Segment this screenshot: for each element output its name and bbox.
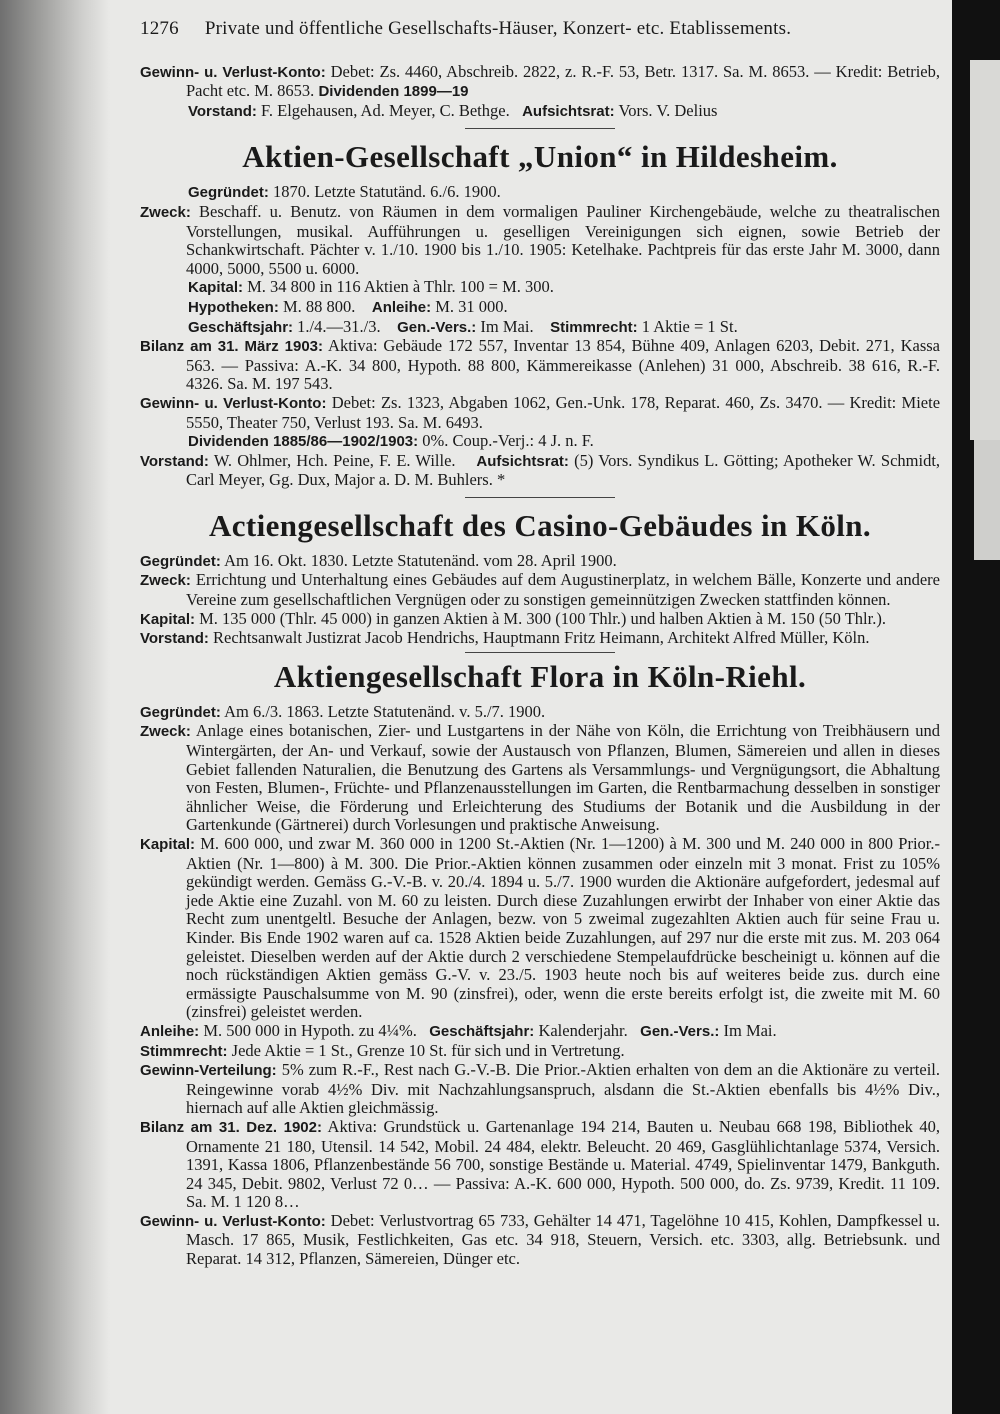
entry-geschaeftsjahr bbox=[140, 318, 940, 338]
entry-hypotheken bbox=[140, 298, 940, 318]
entry-text: Errichtung und Unterhaltung eines Gebäudes auf dem Augustinerplatz, in welchem Bälle, Konzerte und andere Vereine zum gesellschaftlichen Vergnügen oder zu sonstigen gemeinnützigen Zwecken stattfinden können. bbox=[186, 570, 940, 610]
entry-text: Im Mai. bbox=[723, 1020, 777, 1040]
entry-text: 5% zum R.-F., Rest nach G.-V.-B. Die Prior.-Aktien erhalten von dem an die Aktionäre zu verteil. Reingewinne vorab 4½% Div. mit Nachzahlungsanspruch, alsdann die St.-Aktien ebenfalls bis 4½% Div., hiernach auf alle Aktien gleichmässig. bbox=[186, 1060, 940, 1118]
entry-vorstand bbox=[140, 629, 940, 649]
entry-label: Gewinn- u. Verlust-Konto: bbox=[140, 63, 326, 81]
entry-kapital bbox=[140, 835, 940, 1022]
running-head bbox=[140, 20, 940, 39]
entry-text: Am 16. Okt. 1830. Letzte Statutenänd. vom 28. April 1900. bbox=[224, 550, 617, 570]
entry-label: Kapital: bbox=[188, 279, 244, 297]
entry-label: Vorstand: bbox=[140, 630, 209, 648]
page-content bbox=[140, 20, 940, 1269]
entry-zweck bbox=[140, 203, 940, 278]
entry-label: Hypotheken: bbox=[188, 298, 279, 316]
continued-gewinn-entry bbox=[140, 63, 940, 102]
entry-gegruendet bbox=[140, 552, 940, 572]
entry-text: W. Ohlmer, Hch. Peine, F. E. Wille. bbox=[213, 450, 456, 470]
entry-text: M. 600 000, und zwar M. 360 000 in 1200 St.-Aktien (Nr. 1—1200) à M. 300 und M. 240 000 in 800 Prior.-Aktien (Nr. 1—800) à M. 300. Die Prior.-Aktien können zusammen oder einzeln mit 3 monat. Frist zu 105% gekündigt werden. Gemäss G.-V.-B. v. 20./4. 1894 u. 5./7. 1900 wurden die Aktionäre aufgefordert, jedesmal auf jede Aktie eine Zuzahl. von M. 60 zu leisten. Durch diese Zuzahlungen erwirbt der Inhaber von einer Aktie das Recht zum unentgeltl. Besuche der Anlagen, bezw. von 5 zweimal zugezahlten Aktien auch für seine Frau u. Kinder. Bis Ende 1902 waren auf ca. 1528 Aktien beide Zuzahlungen, auf 297 nur die erste mit zus. M. 203 064 geleistet. Dieselben werden auf der Aktie durch 2 verschiedene Stempelaufdrücke bescheinigt u. können auf die noch rückständigen Aktien gemäss G.-V. v. 23./5. 1903 heute noch bis auf weiteres beide zus. durch eine ermässigte Pauschalsumme von M. 90 (zinsfrei), oder, wenn die erste bereits erfolgt ist, die zweite mit M. 60 (zinsfrei) geleistet werden. bbox=[186, 834, 940, 1022]
entry-text: 1 Aktie = 1 St. bbox=[641, 316, 738, 336]
entry-kapital bbox=[140, 278, 940, 298]
entry-text: Vors. V. Delius bbox=[618, 100, 718, 120]
section-divider bbox=[465, 128, 615, 129]
entry-text: Debet: Zs. 1323, Abgaben 1062, Gen.-Unk. 178, Reparat. 460, Zs. 3470. — Kredit: Miete 5550, Theater 750, Verlust 193. Sa. M. 6493. bbox=[186, 392, 941, 432]
entry-label: Stimmrecht: bbox=[550, 318, 638, 336]
entry-text: Am 6./3. 1863. Letzte Statutenänd. v. 5./7. 1900. bbox=[224, 701, 546, 721]
entry-label: Zweck: bbox=[140, 723, 191, 741]
entry-label: Anleihe: bbox=[371, 298, 432, 316]
entry-text: 1870. Letzte Statutänd. 6./6. 1900. bbox=[272, 182, 501, 202]
entry-text: 0%. Coup.-Verj.: 4 J. n. F. bbox=[422, 431, 594, 451]
scan-dark-margin bbox=[952, 0, 1000, 1414]
entry-label: Gen.-Vers.: bbox=[640, 1022, 720, 1040]
entry-text: Beschaff. u. Benutz. von Räumen in dem vormaligen Pauliner Kirchengebäude, welche zu theatralischen Vorstellungen, musikal. Aufführungen u. geselligen Vereinigungen sich eignen, sowie Betrieb der Schankwirtschaft. Pächter v. 1./10. 1900 bis 1./10. 1905: Ketelhake. Pachtpreis für das erste Jahr M. 3000, dann 4000, 5000, 5500 u. 6000. bbox=[186, 201, 940, 278]
entry-text: Jede Aktie = 1 St., Grenze 10 St. für sich und in Vertretung. bbox=[231, 1040, 625, 1060]
entry-text: Aktiva: Gebäude 172 557, Inventar 13 854, Bühne 409, Anlagen 6203, Debit. 271, Kassa 563. — Passiva: A.-K. 34 800, Hypoth. 88 800, Kämmereikasse (Anlehen) 31 000, Abschreib. 38 616, R.-F. 4326. Sa. M. 197 543. bbox=[186, 336, 940, 394]
entry-label: Geschäftsjahr: bbox=[429, 1022, 535, 1040]
section-heading: Actiengesellschaft des Casino-Gebäudes in Köln. bbox=[208, 507, 872, 543]
section-divider bbox=[465, 652, 615, 653]
entry-text: Anlage eines botanischen, Zier- und Lustgartens in der Nähe von Köln, die Errichtung von Treibhäusern und Wintergärten, der An- und Verkauf, sowie der Austausch von Pflanzen, Blumen, Sämereien und allen in dieses Gebiet fallenden Naturalien, die Benutzung des Gartens als Versammlungs- und Vergnügungsort, die Abhaltung von Festen, Blumen-, Früchte- und Pflanzenausstellungen im Garten, die Rentbarmachung desselben in sonstiger ähnlicher Weise, die Förderung und Erleichterung des Studiums der Botanik und die Ausbildung in der Gartenkunde (Gärtnerei) durch Vorlesungen und praktische Anweisung. bbox=[186, 721, 940, 835]
entry-kapital bbox=[140, 610, 940, 630]
entry-label: Aufsichtsrat: bbox=[522, 102, 615, 120]
entry-text: M. 88 800. bbox=[282, 296, 356, 316]
entry-gewinn-verteilung bbox=[140, 1061, 940, 1118]
entry-label: Dividenden 1885/86—1902/1903: bbox=[188, 433, 419, 451]
entry-label: Kapital: bbox=[140, 610, 196, 628]
entry-label: Anleihe: bbox=[140, 1022, 200, 1040]
entry-label: Bilanz am 31. Dez. 1902: bbox=[140, 1118, 322, 1136]
page-number: 1276 bbox=[140, 18, 179, 39]
adjacent-page-edge bbox=[970, 60, 1000, 440]
entry-text: Aktiva: Grundstück u. Gartenanlage 194 214, Bauten u. Neubau 668 198, Bibliothek 40, Ornamente 21 180, Utensil. 14 542, Mobil. 24 484, elektr. Beleucht. 20 469, Gasglühlichtanlage 5374, Versich. 1391, Kassa 1806, Pflanzenbestände 56 700, sonstige Bestände u. Material. 4749, Spielinventar 1479, Bankguth. 24 345, Debit. 9802, Verlust 72 0… — Passiva: A.-K. 600 000, Hypoth. 500 000, do. Zs. 9739, Kredit. 11 109. Sa. M. 1 120 8… bbox=[186, 1116, 940, 1212]
entry-text: M. 34 800 in 116 Aktien à Thlr. 100 = M. 300. bbox=[247, 277, 554, 297]
entry-dividenden bbox=[140, 432, 940, 452]
entry-text: Im Mai. bbox=[480, 316, 534, 336]
entry-text: Kalenderjahr. bbox=[538, 1020, 628, 1040]
entry-zweck bbox=[140, 571, 940, 609]
entry-label: Vorstand: bbox=[188, 102, 257, 120]
entry-label: Gewinn- u. Verlust-Konto: bbox=[140, 1212, 326, 1230]
entry-label: Vorstand: bbox=[140, 452, 209, 470]
entry-label: Gen.-Vers.: bbox=[397, 318, 477, 336]
entry-text: Debet: Verlustvortrag 65 733, Gehälter 14 471, Tagelöhne 10 415, Kohlen, Dampfkessel u. Masch. 17 865, Musik, Festlichkeiten, Gas etc. 34 918, Steuern, Versich. etc. 3303, allg. Betriebsunk. und Reparat. 14 312, Pflanzen, Sämereien, Dünger etc. bbox=[186, 1210, 940, 1269]
continued-vorstand-entry bbox=[140, 102, 940, 122]
entry-label: Gegründet: bbox=[140, 552, 221, 570]
entry-label: Stimmrecht: bbox=[140, 1042, 228, 1060]
entry-bilanz bbox=[140, 1118, 940, 1212]
entry-label: Kapital: bbox=[140, 836, 196, 853]
entry-label: Geschäftsjahr: bbox=[188, 318, 294, 336]
entry-label: Aufsichtsrat: bbox=[476, 452, 569, 470]
entry-label: Gewinn-Verteilung: bbox=[140, 1062, 277, 1080]
entry-label: Bilanz am 31. März 1903: bbox=[140, 338, 324, 356]
entry-text: Rechtsanwalt Justizrat Jacob Hendrichs, Hauptmann Fritz Heimann, Architekt Alfred Müller, Köln. bbox=[213, 628, 870, 648]
entry-label: Zweck: bbox=[140, 203, 191, 221]
entry-text: F. Elgehausen, Ad. Meyer, C. Bethge. bbox=[261, 100, 510, 120]
entry-vorstand bbox=[140, 452, 940, 490]
entry-anleihe bbox=[140, 1022, 940, 1042]
section-heading: Aktien-Gesellschaft „Union“ in Hildesheim. bbox=[242, 139, 838, 175]
running-head-title: Private und öffentliche Gesellschafts-Häuser, Konzert- etc. Etablissements. bbox=[204, 18, 792, 39]
entry-gewinn-verlust bbox=[140, 1212, 940, 1269]
entry-text: 1./4.—31./3. bbox=[297, 316, 381, 336]
entry-bilanz bbox=[140, 337, 940, 394]
entry-label: Zweck: bbox=[140, 572, 191, 590]
entry-text: M. 135 000 (Thlr. 45 000) in ganzen Aktien à M. 300 (100 Thlr.) und halben Aktien à M. 150 (50 Thlr.). bbox=[199, 608, 886, 628]
entry-zweck bbox=[140, 722, 940, 835]
entry-label: Gegründet: bbox=[188, 184, 269, 202]
adjacent-page-edge bbox=[974, 440, 1000, 560]
entry-gegruendet bbox=[140, 703, 940, 723]
entry-text: Debet: Zs. 4460, Abschreib. 2822, z. R.-F. 53, Betr. 1317. Sa. M. 8653. — Kredit: Betrieb, Pacht etc. M. 8653. bbox=[186, 61, 940, 101]
entry-label: Gewinn- u. Verlust-Konto: bbox=[140, 394, 327, 412]
entry-text: (5) Vors. Syndikus L. Götting; Apotheker W. Schmidt, Carl Meyer, Gg. Dux, Major a. D. M. Buhlers. * bbox=[186, 450, 941, 490]
entry-text: M. 500 000 in Hypoth. zu 4¼%. bbox=[203, 1020, 417, 1040]
entry-stimmrecht bbox=[140, 1042, 940, 1062]
entry-gewinn-verlust bbox=[140, 394, 940, 432]
entry-gegruendet bbox=[140, 183, 940, 203]
entry-text: M. 31 000. bbox=[435, 296, 508, 316]
entry-label: Dividenden 1899—19 bbox=[318, 83, 469, 101]
section-divider bbox=[465, 497, 615, 498]
section-heading: Aktiengesellschaft Flora in Köln-Riehl. bbox=[273, 658, 807, 694]
entry-label: Gegründet: bbox=[140, 703, 221, 721]
